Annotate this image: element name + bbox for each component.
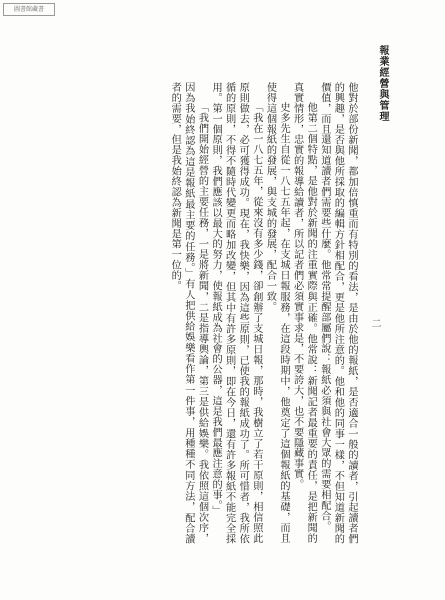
- library-stamp: 圖書館藏書: [3, 3, 55, 16]
- body-text: [56, 82, 358, 544]
- paragraph-3: 史多先生自從一八七五年起，在支城日報服務，在這段時期中，他奠定了這個報紙的基礎，而且使得這個報紙的發展，與支城的發展，配合一致。: [264, 82, 290, 544]
- page-number: 二: [369, 318, 380, 328]
- paragraph-1: 他對於部份新聞，都加倍慎重而有特別的看法，是由於他的報紙，是否適合一般的讀者，引起讀者們的興趣，是否與他所採取的編輯方針相配合，更是他所注意的。他和他的同事一樣，不但知道新聞的價值，而且還知道讀者們需要些什麼。他常常提醒部屬們說：報紙必須與社會大眾的需要相配合。: [318, 82, 357, 544]
- paragraph-2: 他第二個特點，是他對於新聞的注重實際與正確。他常說：新聞記者最重要的責任，是把新聞的真實情形，忠實的報導給讀者，所以記者們必須實事求是，不要誇大，也不要隱藏事實。: [291, 82, 317, 544]
- paragraph-5: 「我們開始經營的主要任務，一是將新聞，二是指導輿論，第三是供給娛樂。我依照這個次序，因為我始終認為這是報紙最主要的任務。」有人把供給娛樂看作第一件事，用種種不同方法，配合讀者的需要，但是我始終認為新聞是第一位的。: [169, 82, 208, 544]
- paragraph-4: 「我在一八七五年，從來沒有多少錢，卻創辦了支城日報，那時，我樹立了若干原則，相信照此原則做去，必可獲得成功。現在，我快樂，因為這些原則，已使我的報紙成功了。所可惜者，我所依循的原則，不得不隨時代變更而略加改變，但其中有許多原則，即在今日，還有許多報紙不能完全採用。第一個原則，我們應該以最大的努力，使報紙成為社會的公器，這是我們最應注意的事。」: [210, 82, 262, 544]
- running-title: 報業經營與管理: [377, 45, 388, 122]
